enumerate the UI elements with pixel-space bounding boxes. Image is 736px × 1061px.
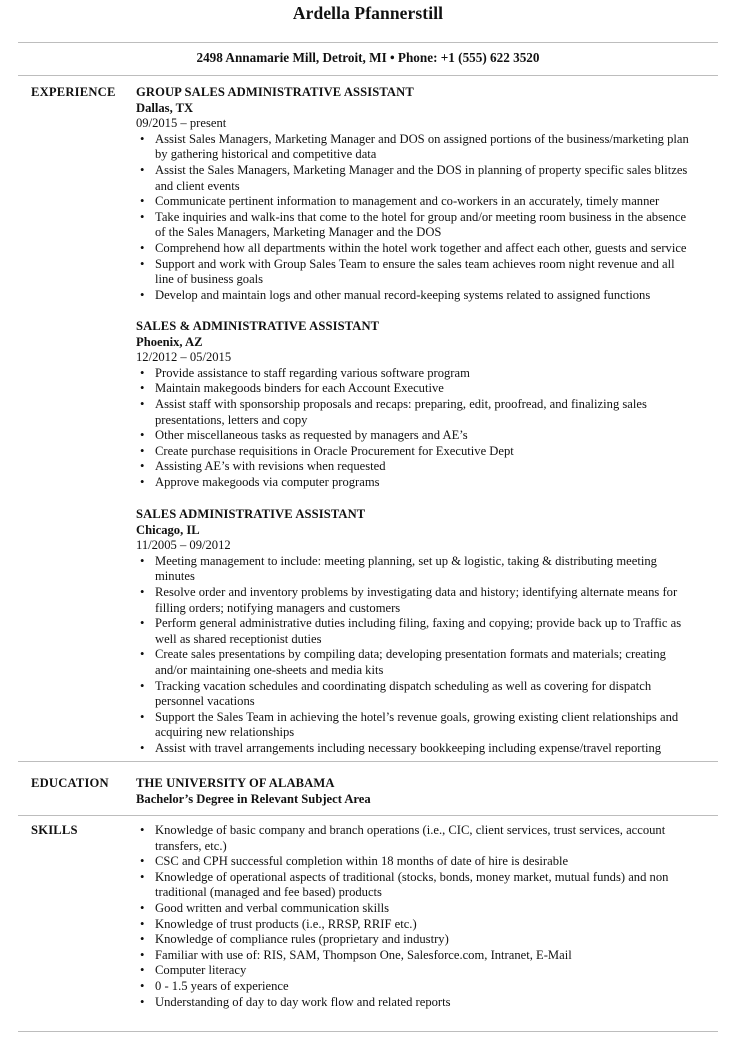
list-item: • Resolve order and inventory problems by investigating data and history; identifying alternate means for filling orders; notifying managers and customers: [136, 585, 696, 616]
list-item: • Knowledge of trust products (i.e., RRSP, RRIF etc.): [136, 917, 696, 933]
list-item: • Comprehend how all departments within the hotel work together and affect each other, guests and service: [136, 241, 696, 257]
header-divider-bottom: [18, 75, 718, 76]
list-item: • Communicate pertinent information to management and co-workers in an accurately, timely manner: [136, 194, 696, 210]
job-entry: [136, 319, 696, 491]
job-title: SALES ADMINISTRATIVE ASSISTANT: [136, 507, 366, 521]
job-entry: [136, 507, 696, 757]
list-item: • Assist with travel arrangements including necessary bookkeeping including expense/travel reporting: [136, 741, 696, 757]
job-duties-list: [136, 366, 696, 491]
list-item: • Support the Sales Team in achieving the hotel’s revenue goals, growing existing client relationships and acquiring new relationships: [136, 710, 696, 741]
job-title: SALES & ADMINISTRATIVE ASSISTANT: [136, 319, 380, 333]
job-location: Chicago, IL: [136, 522, 200, 537]
list-item: • Approve makegoods via computer programs: [136, 475, 696, 491]
skills-entry: [136, 823, 696, 1010]
header-divider-top: [18, 42, 718, 43]
skills-list: [136, 823, 696, 1010]
footer-divider: [18, 1031, 718, 1032]
education-label: EDUCATION: [31, 776, 109, 790]
list-item: • Computer literacy: [136, 963, 696, 979]
list-item: • 0 - 1.5 years of experience: [136, 979, 696, 995]
job-duties-list: [136, 554, 696, 757]
school-name: THE UNIVERSITY OF ALABAMA: [136, 776, 335, 790]
list-item: • Tracking vacation schedules and coordinating dispatch scheduling as well as covering for dispatch personnel vacations: [136, 679, 696, 710]
job-dates: 11/2005 – 09/2012: [136, 538, 231, 553]
list-item: • Familiar with use of: RIS, SAM, Thompson One, Salesforce.com, Intranet, E-Mail: [136, 948, 696, 964]
list-item: • Support and work with Group Sales Team to ensure the sales team achieves room night revenue and all line of business goals: [136, 257, 696, 288]
list-item: • Maintain makegoods binders for each Account Executive: [136, 381, 696, 397]
list-item: • Understanding of day to day work flow and related reports: [136, 995, 696, 1011]
experience-label: EXPERIENCE: [31, 85, 116, 99]
list-item: • Knowledge of operational aspects of traditional (stocks, bonds, money market, mutual funds) and non traditional (managed and fee based) products: [136, 870, 696, 901]
skills-label: SKILLS: [31, 823, 78, 837]
list-item: • Knowledge of basic company and branch operations (i.e., CIC, client services, trust services, account transfers, etc.): [136, 823, 696, 854]
education-entry: [136, 776, 696, 807]
list-item: • Meeting management to include: meeting planning, set up & logistic, taking & distributing meeting minutes: [136, 554, 696, 585]
job-dates: 09/2015 – present: [136, 116, 227, 131]
degree: Bachelor’s Degree in Relevant Subject Area: [136, 791, 371, 806]
job-duties-list: [136, 132, 696, 304]
list-item: • Assist Sales Managers, Marketing Manager and DOS on assigned portions of the business/marketing plan by gathering historical and competitive data: [136, 132, 696, 163]
list-item: • Assist staff with sponsorship proposals and recaps: preparing, edit, proofread, and finalizing sales presentations, letters and copy: [136, 397, 696, 428]
list-item: • CSC and CPH successful completion within 18 months of date of hire is desirable: [136, 854, 696, 870]
list-item: • Take inquiries and walk-ins that come to the hotel for group and/or meeting room business in the absence of the Sales Managers, Marketing Manager and the DOS: [136, 210, 696, 241]
list-item: • Other miscellaneous tasks as requested by managers and AE’s: [136, 428, 696, 444]
section-divider: [18, 761, 718, 762]
list-item: • Develop and maintain logs and other manual record-keeping systems related to assigned functions: [136, 288, 696, 304]
list-item: • Good written and verbal communication skills: [136, 901, 696, 917]
list-item: • Provide assistance to staff regarding various software program: [136, 366, 696, 382]
job-entry: [136, 85, 696, 303]
list-item: • Create purchase requisitions in Oracle Procurement for Executive Dept: [136, 444, 696, 460]
job-title: GROUP SALES ADMINISTRATIVE ASSISTANT: [136, 85, 414, 99]
job-dates: 12/2012 – 05/2015: [136, 350, 232, 365]
job-location: Phoenix, AZ: [136, 334, 203, 349]
list-item: • Knowledge of compliance rules (proprietary and industry): [136, 932, 696, 948]
job-location: Dallas, TX: [136, 100, 194, 115]
section-divider: [18, 815, 718, 816]
list-item: • Assist the Sales Managers, Marketing Manager and the DOS in planning of property specific sales blitzes and client events: [136, 163, 696, 194]
candidate-name: Ardella Pfannerstill: [292, 3, 444, 23]
contact-line: 2498 Annamarie Mill, Detroit, MI • Phone: +1 (555) 622 3520: [196, 50, 540, 65]
list-item: • Assisting AE’s with revisions when requested: [136, 459, 696, 475]
list-item: • Create sales presentations by compiling data; developing presentation formats and materials; creating and/or maintaining one-sheets and media kits: [136, 647, 696, 678]
list-item: • Perform general administrative duties including filing, faxing and copying; provide back up to Traffic as well as shared receptionist duties: [136, 616, 696, 647]
